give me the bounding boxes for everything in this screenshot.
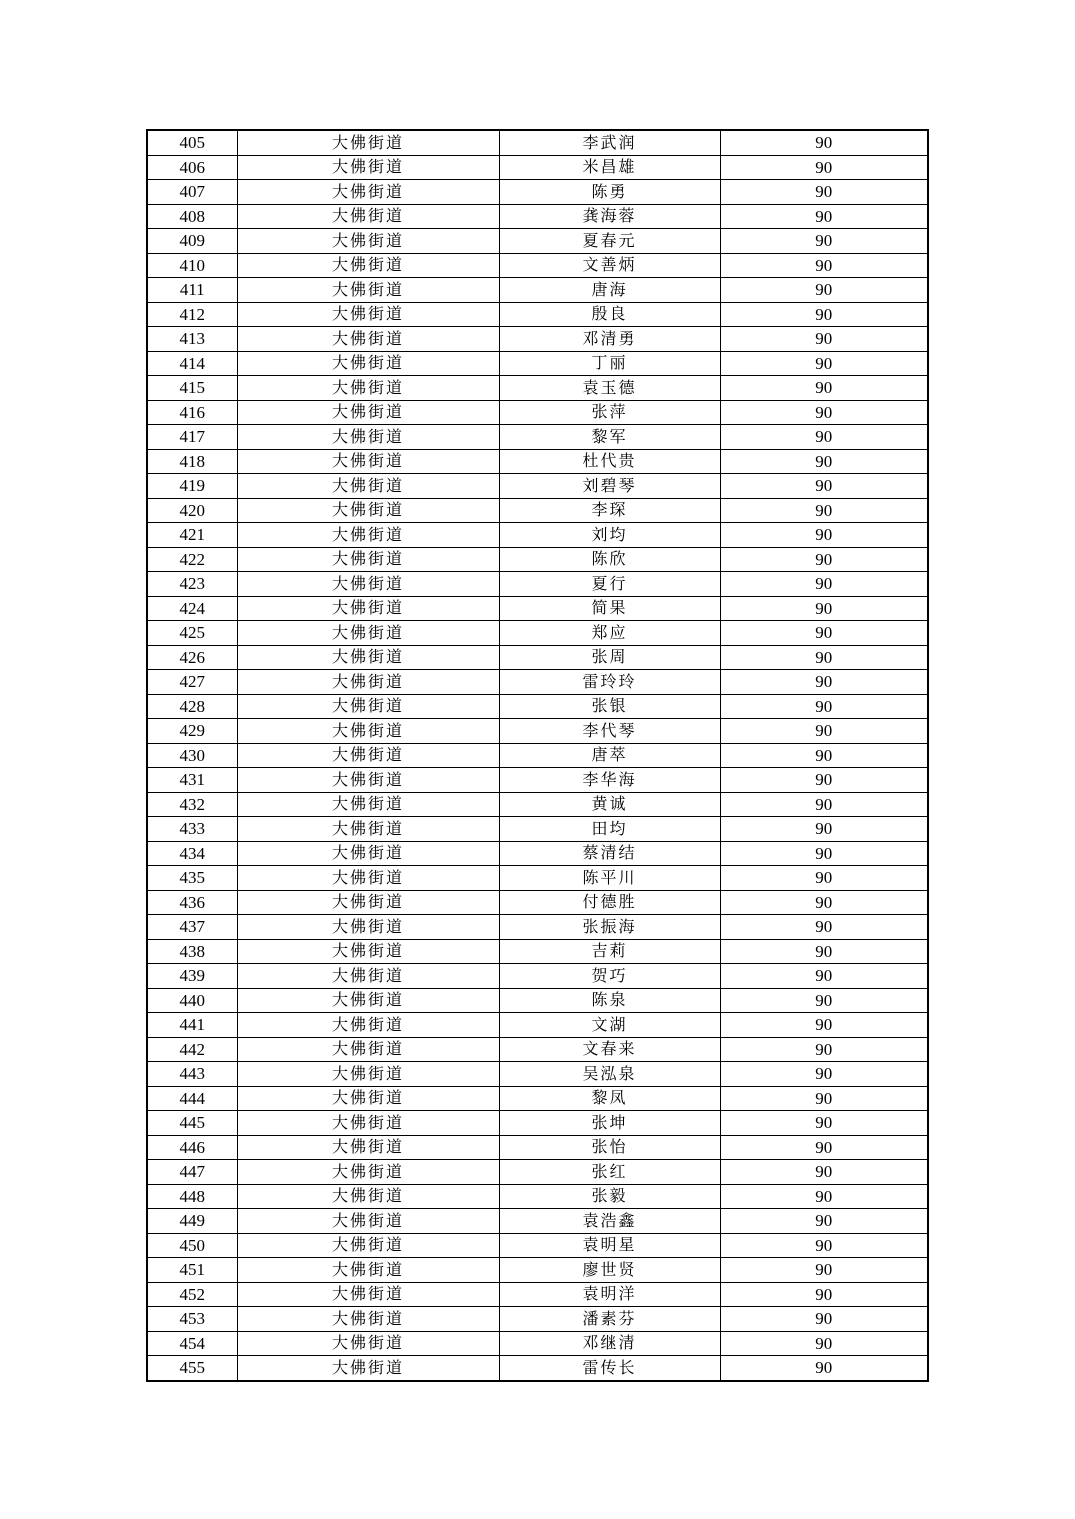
table-row bbox=[147, 841, 928, 866]
table-row bbox=[147, 915, 928, 940]
score-cell: 90 bbox=[720, 229, 928, 254]
table-row bbox=[147, 743, 928, 768]
person-name-cell: 张毅 bbox=[499, 1184, 720, 1209]
subdistrict-cell: 大佛街道 bbox=[237, 670, 499, 695]
person-name-cell: 李武润 bbox=[499, 130, 720, 155]
subdistrict-cell: 大佛街道 bbox=[237, 1013, 499, 1038]
score-cell: 90 bbox=[720, 400, 928, 425]
subdistrict-cell: 大佛街道 bbox=[237, 890, 499, 915]
subdistrict-cell: 大佛街道 bbox=[237, 1331, 499, 1356]
subdistrict-cell: 大佛街道 bbox=[237, 1111, 499, 1136]
score-cell: 90 bbox=[720, 547, 928, 572]
row-number-cell: 427 bbox=[147, 670, 237, 695]
person-name-cell: 郑应 bbox=[499, 621, 720, 646]
score-cell: 90 bbox=[720, 1282, 928, 1307]
score-cell: 90 bbox=[720, 1086, 928, 1111]
roster-table bbox=[146, 129, 929, 1382]
subdistrict-cell: 大佛街道 bbox=[237, 964, 499, 989]
row-number-cell: 407 bbox=[147, 180, 237, 205]
table-row bbox=[147, 1331, 928, 1356]
table-row bbox=[147, 449, 928, 474]
person-name-cell: 李华海 bbox=[499, 768, 720, 793]
row-number-cell: 451 bbox=[147, 1258, 237, 1283]
table-row bbox=[147, 474, 928, 499]
score-cell: 90 bbox=[720, 1209, 928, 1234]
table-row bbox=[147, 229, 928, 254]
score-cell: 90 bbox=[720, 596, 928, 621]
score-cell: 90 bbox=[720, 376, 928, 401]
row-number-cell: 420 bbox=[147, 498, 237, 523]
table-row bbox=[147, 792, 928, 817]
row-number-cell: 408 bbox=[147, 204, 237, 229]
row-number-cell: 431 bbox=[147, 768, 237, 793]
table-row bbox=[147, 130, 928, 155]
table-row bbox=[147, 278, 928, 303]
score-cell: 90 bbox=[720, 915, 928, 940]
table-row bbox=[147, 964, 928, 989]
person-name-cell: 田均 bbox=[499, 817, 720, 842]
score-cell: 90 bbox=[720, 155, 928, 180]
table-row bbox=[147, 890, 928, 915]
row-number-cell: 447 bbox=[147, 1160, 237, 1185]
table-row bbox=[147, 645, 928, 670]
row-number-cell: 425 bbox=[147, 621, 237, 646]
table-row bbox=[147, 155, 928, 180]
table-row bbox=[147, 180, 928, 205]
table-row bbox=[147, 1135, 928, 1160]
score-cell: 90 bbox=[720, 817, 928, 842]
row-number-cell: 440 bbox=[147, 988, 237, 1013]
table-row bbox=[147, 1282, 928, 1307]
subdistrict-cell: 大佛街道 bbox=[237, 817, 499, 842]
subdistrict-cell: 大佛街道 bbox=[237, 939, 499, 964]
person-name-cell: 丁丽 bbox=[499, 351, 720, 376]
person-name-cell: 刘均 bbox=[499, 523, 720, 548]
subdistrict-cell: 大佛街道 bbox=[237, 376, 499, 401]
score-cell: 90 bbox=[720, 841, 928, 866]
table-row bbox=[147, 400, 928, 425]
person-name-cell: 黎军 bbox=[499, 425, 720, 450]
table-row bbox=[147, 768, 928, 793]
row-number-cell: 450 bbox=[147, 1233, 237, 1258]
score-cell: 90 bbox=[720, 866, 928, 891]
subdistrict-cell: 大佛街道 bbox=[237, 572, 499, 597]
score-cell: 90 bbox=[720, 1160, 928, 1185]
score-cell: 90 bbox=[720, 1331, 928, 1356]
subdistrict-cell: 大佛街道 bbox=[237, 988, 499, 1013]
person-name-cell: 夏春元 bbox=[499, 229, 720, 254]
person-name-cell: 文湖 bbox=[499, 1013, 720, 1038]
person-name-cell: 雷玲玲 bbox=[499, 670, 720, 695]
person-name-cell: 唐萃 bbox=[499, 743, 720, 768]
table-row bbox=[147, 817, 928, 842]
table-row bbox=[147, 302, 928, 327]
table-row bbox=[147, 1258, 928, 1283]
subdistrict-cell: 大佛街道 bbox=[237, 596, 499, 621]
score-cell: 90 bbox=[720, 743, 928, 768]
person-name-cell: 张坤 bbox=[499, 1111, 720, 1136]
person-name-cell: 张周 bbox=[499, 645, 720, 670]
table-row bbox=[147, 1062, 928, 1087]
score-cell: 90 bbox=[720, 792, 928, 817]
subdistrict-cell: 大佛街道 bbox=[237, 1086, 499, 1111]
subdistrict-cell: 大佛街道 bbox=[237, 180, 499, 205]
subdistrict-cell: 大佛街道 bbox=[237, 327, 499, 352]
table-row bbox=[147, 253, 928, 278]
score-cell: 90 bbox=[720, 939, 928, 964]
row-number-cell: 417 bbox=[147, 425, 237, 450]
row-number-cell: 433 bbox=[147, 817, 237, 842]
person-name-cell: 刘碧琴 bbox=[499, 474, 720, 499]
person-name-cell: 张银 bbox=[499, 694, 720, 719]
subdistrict-cell: 大佛街道 bbox=[237, 1209, 499, 1234]
person-name-cell: 张萍 bbox=[499, 400, 720, 425]
table-row bbox=[147, 1356, 928, 1381]
row-number-cell: 426 bbox=[147, 645, 237, 670]
subdistrict-cell: 大佛街道 bbox=[237, 1037, 499, 1062]
score-cell: 90 bbox=[720, 621, 928, 646]
row-number-cell: 405 bbox=[147, 130, 237, 155]
row-number-cell: 415 bbox=[147, 376, 237, 401]
subdistrict-cell: 大佛街道 bbox=[237, 645, 499, 670]
row-number-cell: 437 bbox=[147, 915, 237, 940]
row-number-cell: 453 bbox=[147, 1307, 237, 1332]
row-number-cell: 441 bbox=[147, 1013, 237, 1038]
row-number-cell: 445 bbox=[147, 1111, 237, 1136]
score-cell: 90 bbox=[720, 327, 928, 352]
score-cell: 90 bbox=[720, 498, 928, 523]
subdistrict-cell: 大佛街道 bbox=[237, 400, 499, 425]
subdistrict-cell: 大佛街道 bbox=[237, 278, 499, 303]
subdistrict-cell: 大佛街道 bbox=[237, 523, 499, 548]
row-number-cell: 432 bbox=[147, 792, 237, 817]
subdistrict-cell: 大佛街道 bbox=[237, 1135, 499, 1160]
subdistrict-cell: 大佛街道 bbox=[237, 694, 499, 719]
row-number-cell: 413 bbox=[147, 327, 237, 352]
score-cell: 90 bbox=[720, 670, 928, 695]
table-row bbox=[147, 425, 928, 450]
score-cell: 90 bbox=[720, 523, 928, 548]
subdistrict-cell: 大佛街道 bbox=[237, 1160, 499, 1185]
row-number-cell: 439 bbox=[147, 964, 237, 989]
subdistrict-cell: 大佛街道 bbox=[237, 768, 499, 793]
row-number-cell: 455 bbox=[147, 1356, 237, 1381]
score-cell: 90 bbox=[720, 351, 928, 376]
person-name-cell: 吉莉 bbox=[499, 939, 720, 964]
score-cell: 90 bbox=[720, 768, 928, 793]
row-number-cell: 448 bbox=[147, 1184, 237, 1209]
table-row bbox=[147, 596, 928, 621]
subdistrict-cell: 大佛街道 bbox=[237, 1184, 499, 1209]
person-name-cell: 潘素芬 bbox=[499, 1307, 720, 1332]
score-cell: 90 bbox=[720, 180, 928, 205]
person-name-cell: 陈勇 bbox=[499, 180, 720, 205]
row-number-cell: 418 bbox=[147, 449, 237, 474]
table-row bbox=[147, 376, 928, 401]
table-row bbox=[147, 939, 928, 964]
table-row bbox=[147, 572, 928, 597]
score-cell: 90 bbox=[720, 130, 928, 155]
person-name-cell: 陈欣 bbox=[499, 547, 720, 572]
score-cell: 90 bbox=[720, 1307, 928, 1332]
row-number-cell: 406 bbox=[147, 155, 237, 180]
score-cell: 90 bbox=[720, 1356, 928, 1381]
row-number-cell: 449 bbox=[147, 1209, 237, 1234]
person-name-cell: 米昌雄 bbox=[499, 155, 720, 180]
person-name-cell: 龚海蓉 bbox=[499, 204, 720, 229]
row-number-cell: 429 bbox=[147, 719, 237, 744]
subdistrict-cell: 大佛街道 bbox=[237, 302, 499, 327]
person-name-cell: 文善炳 bbox=[499, 253, 720, 278]
table-row bbox=[147, 204, 928, 229]
subdistrict-cell: 大佛街道 bbox=[237, 155, 499, 180]
person-name-cell: 殷良 bbox=[499, 302, 720, 327]
score-cell: 90 bbox=[720, 278, 928, 303]
row-number-cell: 428 bbox=[147, 694, 237, 719]
person-name-cell: 夏行 bbox=[499, 572, 720, 597]
score-cell: 90 bbox=[720, 474, 928, 499]
table-row bbox=[147, 988, 928, 1013]
table-row bbox=[147, 498, 928, 523]
table-row bbox=[147, 1013, 928, 1038]
row-number-cell: 454 bbox=[147, 1331, 237, 1356]
score-cell: 90 bbox=[720, 1184, 928, 1209]
subdistrict-cell: 大佛街道 bbox=[237, 474, 499, 499]
subdistrict-cell: 大佛街道 bbox=[237, 1062, 499, 1087]
table-row bbox=[147, 547, 928, 572]
table-row bbox=[147, 1086, 928, 1111]
person-name-cell: 黎凤 bbox=[499, 1086, 720, 1111]
person-name-cell: 贺巧 bbox=[499, 964, 720, 989]
score-cell: 90 bbox=[720, 1135, 928, 1160]
table-row bbox=[147, 621, 928, 646]
score-cell: 90 bbox=[720, 1037, 928, 1062]
person-name-cell: 简果 bbox=[499, 596, 720, 621]
person-name-cell: 袁明洋 bbox=[499, 1282, 720, 1307]
row-number-cell: 443 bbox=[147, 1062, 237, 1087]
score-cell: 90 bbox=[720, 425, 928, 450]
person-name-cell: 李琛 bbox=[499, 498, 720, 523]
table-row bbox=[147, 1160, 928, 1185]
score-cell: 90 bbox=[720, 253, 928, 278]
score-cell: 90 bbox=[720, 572, 928, 597]
score-cell: 90 bbox=[720, 1233, 928, 1258]
score-cell: 90 bbox=[720, 719, 928, 744]
score-cell: 90 bbox=[720, 302, 928, 327]
person-name-cell: 李代琴 bbox=[499, 719, 720, 744]
roster-table-body bbox=[147, 130, 928, 1381]
person-name-cell: 张振海 bbox=[499, 915, 720, 940]
row-number-cell: 444 bbox=[147, 1086, 237, 1111]
table-row bbox=[147, 1184, 928, 1209]
row-number-cell: 434 bbox=[147, 841, 237, 866]
subdistrict-cell: 大佛街道 bbox=[237, 621, 499, 646]
score-cell: 90 bbox=[720, 449, 928, 474]
row-number-cell: 435 bbox=[147, 866, 237, 891]
subdistrict-cell: 大佛街道 bbox=[237, 351, 499, 376]
row-number-cell: 419 bbox=[147, 474, 237, 499]
subdistrict-cell: 大佛街道 bbox=[237, 253, 499, 278]
person-name-cell: 邓清勇 bbox=[499, 327, 720, 352]
subdistrict-cell: 大佛街道 bbox=[237, 841, 499, 866]
score-cell: 90 bbox=[720, 890, 928, 915]
row-number-cell: 430 bbox=[147, 743, 237, 768]
subdistrict-cell: 大佛街道 bbox=[237, 204, 499, 229]
subdistrict-cell: 大佛街道 bbox=[237, 1307, 499, 1332]
person-name-cell: 张怡 bbox=[499, 1135, 720, 1160]
row-number-cell: 424 bbox=[147, 596, 237, 621]
subdistrict-cell: 大佛街道 bbox=[237, 792, 499, 817]
person-name-cell: 吴泓泉 bbox=[499, 1062, 720, 1087]
table-row bbox=[147, 327, 928, 352]
row-number-cell: 452 bbox=[147, 1282, 237, 1307]
table-row bbox=[147, 1307, 928, 1332]
person-name-cell: 邓继清 bbox=[499, 1331, 720, 1356]
subdistrict-cell: 大佛街道 bbox=[237, 743, 499, 768]
person-name-cell: 唐海 bbox=[499, 278, 720, 303]
row-number-cell: 421 bbox=[147, 523, 237, 548]
subdistrict-cell: 大佛街道 bbox=[237, 915, 499, 940]
row-number-cell: 422 bbox=[147, 547, 237, 572]
score-cell: 90 bbox=[720, 988, 928, 1013]
subdistrict-cell: 大佛街道 bbox=[237, 866, 499, 891]
score-cell: 90 bbox=[720, 645, 928, 670]
person-name-cell: 袁玉德 bbox=[499, 376, 720, 401]
table-row bbox=[147, 694, 928, 719]
score-cell: 90 bbox=[720, 1013, 928, 1038]
person-name-cell: 黄诚 bbox=[499, 792, 720, 817]
person-name-cell: 雷传长 bbox=[499, 1356, 720, 1381]
table-row bbox=[147, 866, 928, 891]
table-row bbox=[147, 1037, 928, 1062]
table-row bbox=[147, 670, 928, 695]
score-cell: 90 bbox=[720, 1062, 928, 1087]
row-number-cell: 442 bbox=[147, 1037, 237, 1062]
table-row bbox=[147, 351, 928, 376]
table-row bbox=[147, 1233, 928, 1258]
subdistrict-cell: 大佛街道 bbox=[237, 1233, 499, 1258]
row-number-cell: 416 bbox=[147, 400, 237, 425]
score-cell: 90 bbox=[720, 964, 928, 989]
subdistrict-cell: 大佛街道 bbox=[237, 1258, 499, 1283]
score-cell: 90 bbox=[720, 1258, 928, 1283]
person-name-cell: 文春来 bbox=[499, 1037, 720, 1062]
person-name-cell: 袁浩鑫 bbox=[499, 1209, 720, 1234]
table-row bbox=[147, 1111, 928, 1136]
row-number-cell: 410 bbox=[147, 253, 237, 278]
row-number-cell: 436 bbox=[147, 890, 237, 915]
subdistrict-cell: 大佛街道 bbox=[237, 1356, 499, 1381]
subdistrict-cell: 大佛街道 bbox=[237, 130, 499, 155]
person-name-cell: 陈平川 bbox=[499, 866, 720, 891]
subdistrict-cell: 大佛街道 bbox=[237, 425, 499, 450]
table-row bbox=[147, 719, 928, 744]
person-name-cell: 蔡清结 bbox=[499, 841, 720, 866]
score-cell: 90 bbox=[720, 694, 928, 719]
row-number-cell: 411 bbox=[147, 278, 237, 303]
person-name-cell: 杜代贵 bbox=[499, 449, 720, 474]
subdistrict-cell: 大佛街道 bbox=[237, 498, 499, 523]
subdistrict-cell: 大佛街道 bbox=[237, 449, 499, 474]
table-row bbox=[147, 523, 928, 548]
score-cell: 90 bbox=[720, 1111, 928, 1136]
person-name-cell: 袁明星 bbox=[499, 1233, 720, 1258]
person-name-cell: 陈泉 bbox=[499, 988, 720, 1013]
person-name-cell: 廖世贤 bbox=[499, 1258, 720, 1283]
person-name-cell: 付德胜 bbox=[499, 890, 720, 915]
row-number-cell: 438 bbox=[147, 939, 237, 964]
subdistrict-cell: 大佛街道 bbox=[237, 229, 499, 254]
row-number-cell: 446 bbox=[147, 1135, 237, 1160]
subdistrict-cell: 大佛街道 bbox=[237, 547, 499, 572]
row-number-cell: 412 bbox=[147, 302, 237, 327]
subdistrict-cell: 大佛街道 bbox=[237, 719, 499, 744]
table-row bbox=[147, 1209, 928, 1234]
subdistrict-cell: 大佛街道 bbox=[237, 1282, 499, 1307]
row-number-cell: 414 bbox=[147, 351, 237, 376]
person-name-cell: 张红 bbox=[499, 1160, 720, 1185]
row-number-cell: 409 bbox=[147, 229, 237, 254]
row-number-cell: 423 bbox=[147, 572, 237, 597]
score-cell: 90 bbox=[720, 204, 928, 229]
